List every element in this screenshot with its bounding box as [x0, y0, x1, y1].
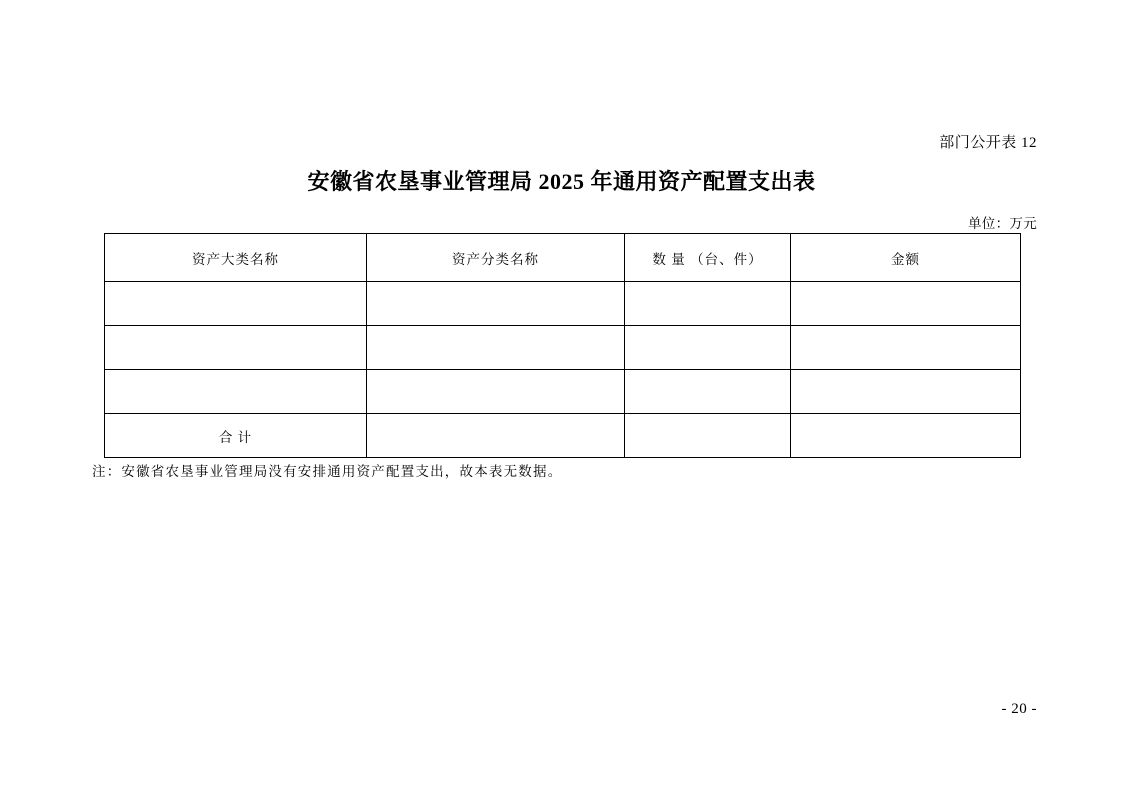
form-code-label: 部门公开表 12 [939, 135, 1037, 151]
table-cell-quantity [625, 326, 791, 370]
page-number: - 20 - [1001, 701, 1037, 717]
table-header-cell-quantity: 数 量 （台、件） [625, 234, 791, 282]
unit-note: 单位：万元 [968, 216, 1037, 231]
table-header-cell-asset-subcategory: 资产分类名称 [367, 234, 625, 282]
table-cell-asset-subcategory [367, 326, 625, 370]
table-cell-quantity [625, 370, 791, 414]
table-cell-quantity [625, 282, 791, 326]
table-cell-amount [791, 370, 1021, 414]
table-cell-asset-category [105, 326, 367, 370]
table-total-quantity [625, 414, 791, 458]
table-cell-asset-subcategory [367, 370, 625, 414]
table-cell-asset-subcategory [367, 282, 625, 326]
table-footnote: 注：安徽省农垦事业管理局没有安排通用资产配置支出，故本表无数据。 [92, 464, 563, 479]
page-title: 安徽省农垦事业管理局 2025 年通用资产配置支出表 [307, 169, 816, 194]
table-total-row [105, 414, 1021, 458]
table-row [105, 370, 1021, 414]
table-total-amount [791, 414, 1021, 458]
table-row [105, 326, 1021, 370]
table-cell-amount [791, 282, 1021, 326]
table-cell-asset-category [105, 370, 367, 414]
table-row [105, 282, 1021, 326]
table-header-cell-asset-category: 资产大类名称 [105, 234, 367, 282]
table-header-row [105, 234, 1021, 282]
table-cell-asset-category [105, 282, 367, 326]
asset-allocation-table [104, 233, 1021, 458]
table-total-label: 合 计 [105, 414, 367, 458]
table-total-subcategory [367, 414, 625, 458]
table-cell-amount [791, 326, 1021, 370]
table-header-cell-amount: 金额 [791, 234, 1021, 282]
